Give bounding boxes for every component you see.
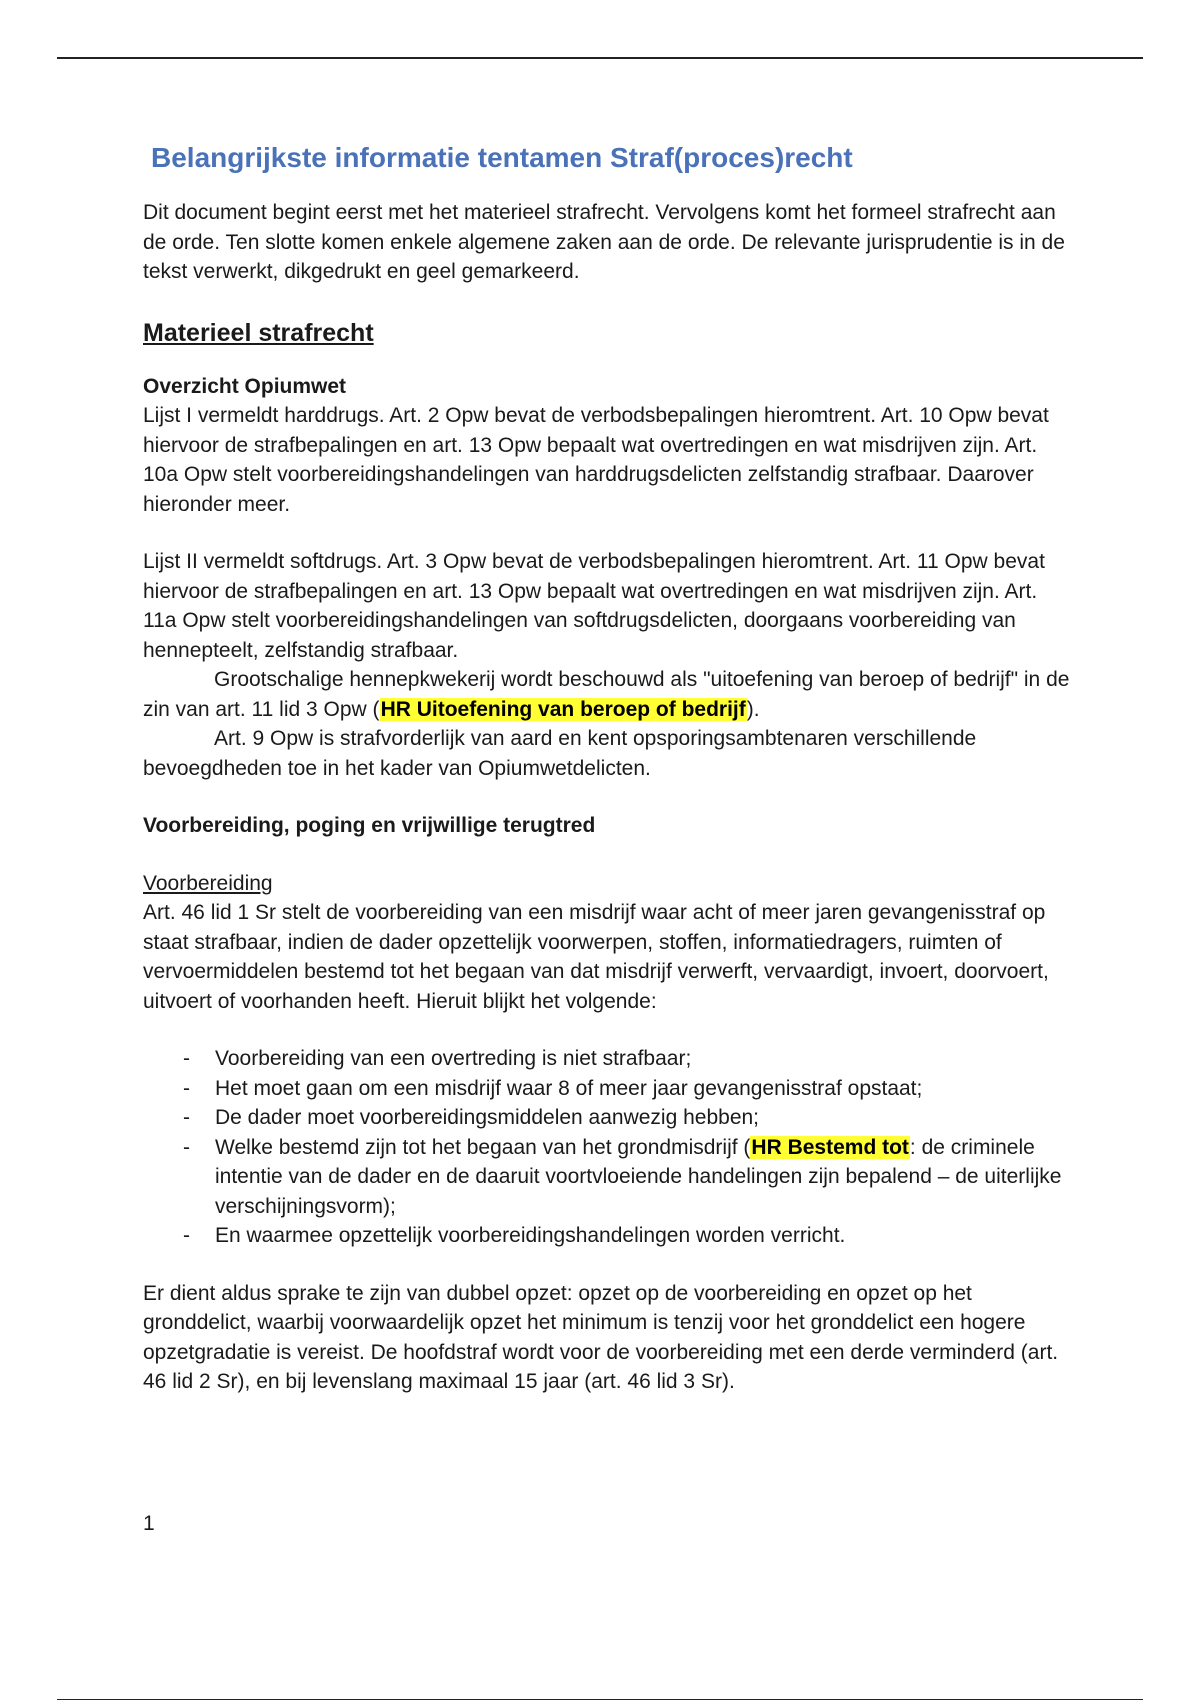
bullet4-text-after: : de criminele intentie van de dader en de daaruit voortvloeiende handelingen zijn bepalend – de uiterlijke verschijningsvorm);: [215, 1135, 1062, 1218]
subheading-opiumwet: Overzicht Opiumwet: [143, 374, 347, 398]
case-highlight-uitoefening: HR Uitoefening van beroep of bedrijf: [380, 697, 746, 721]
opium-paragraph-2: Lijst II vermeldt softdrugs. Art. 3 Opw bevat de verbodsbepalingen hieromtrent. Art. 11 Opw bevat hiervoor de strafbepalingen en art. 13 Opw bepaalt wat overtredingen en wat misdrijven zijn. Art. 11a Opw stelt voorbereidingshandelingen van softdrugsdelicten, doorgaans voorbereiding van hennepteelt, zelfstandig strafbaar.: [143, 550, 1045, 662]
section-heading-materieel: Materieel strafrecht: [143, 318, 374, 347]
header-rule: [57, 57, 1143, 59]
subheading-voorbereiding-poging: Voorbereiding, poging en vrijwillige terugtred: [143, 814, 596, 837]
prep-paragraph-2: Er dient aldus sprake te zijn van dubbel opzet: opzet op de voorbereiding en opzet op het gronddelict, waarbij voorwaardelijk opzet het minimum is tenzij voor het gronddelict een hogere opzetgradatie is vereist. De hoofdstraf wordt voor de voorbereiding met een derde verminderd (art. 46 lid 2 Sr), en bij levenslang maximaal 15 jaar (art. 46 lid 3 Sr).: [143, 1281, 1059, 1393]
page-number: 1: [143, 1512, 155, 1535]
list-item: - Het moet gaan om een misdrijf waar 8 of meer jaar gevangenisstraf opstaat;: [143, 1074, 1073, 1104]
document-title: Belangrijkste informatie tentamen Straf(proces)recht: [151, 142, 853, 173]
list-item: - Voorbereiding van een overtreding is niet strafbaar;: [143, 1044, 1073, 1074]
bullet4-text-before: Welke bestemd zijn tot het begaan van het grondmisdrijf (: [215, 1135, 751, 1159]
opium-paragraph-3: [143, 665, 1073, 724]
opium-paragraph-4: Art. 9 Opw is strafvorderlijk van aard en kent opsporingsambtenaren verschillende bevoegdheden toe in het kader van Opiumwetdelicten.: [143, 727, 977, 780]
document-body: [143, 140, 1073, 1397]
opium-paragraph-1: Lijst I vermeldt harddrugs. Art. 2 Opw bevat de verbodsbepalingen hieromtrent. Art. 10 Opw bevat hiervoor de strafbepalingen en art. 13 Opw bepaalt wat overtredingen en wat misdrijven zijn. Art. 10a Opw stelt voorbereidingshandelingen van harddrugsdelicten zelfstandig strafbaar. Daarover hieronder meer.: [143, 404, 1049, 516]
list-item: [143, 1133, 1073, 1222]
opium-p3-text-before: Grootschalige hennepkwekerij wordt beschouwd als "uitoefening van beroep of bedrijf" in de zin van art. 11 lid 3 Opw (: [143, 668, 1070, 721]
case-highlight-bestemd-tot: HR Bestemd tot: [751, 1135, 909, 1159]
intro-paragraph: Dit document begint eerst met het materieel strafrecht. Vervolgens komt het formeel strafrecht aan de orde. Ten slotte komen enkele algemene zaken aan de orde. De relevante jurisprudentie is in de tekst verwerkt, dikgedrukt en geel gemarkeerd.: [143, 201, 1065, 283]
requirements-list: [143, 1044, 1073, 1251]
subheading-voorbereiding: Voorbereiding: [143, 871, 273, 895]
list-item: - En waarmee opzettelijk voorbereidingshandelingen worden verricht.: [143, 1221, 1073, 1251]
opium-p3-text-after: ).: [746, 697, 760, 721]
list-item: - De dader moet voorbereidingsmiddelen aanwezig hebben;: [143, 1103, 1073, 1133]
prep-paragraph-1: Art. 46 lid 1 Sr stelt de voorbereiding van een misdrijf waar acht of meer jaren gevangenisstraf op staat strafbaar, indien de dader opzettelijk voorwerpen, stoffen, informatiedragers, ruimten of vervoermiddelen bestemd tot het begaan van dat misdrijf verwerft, vervaardigt, invoert, doorvoert, uitvoert of voorhanden heeft. Hieruit blijkt het volgende:: [143, 901, 1049, 1013]
